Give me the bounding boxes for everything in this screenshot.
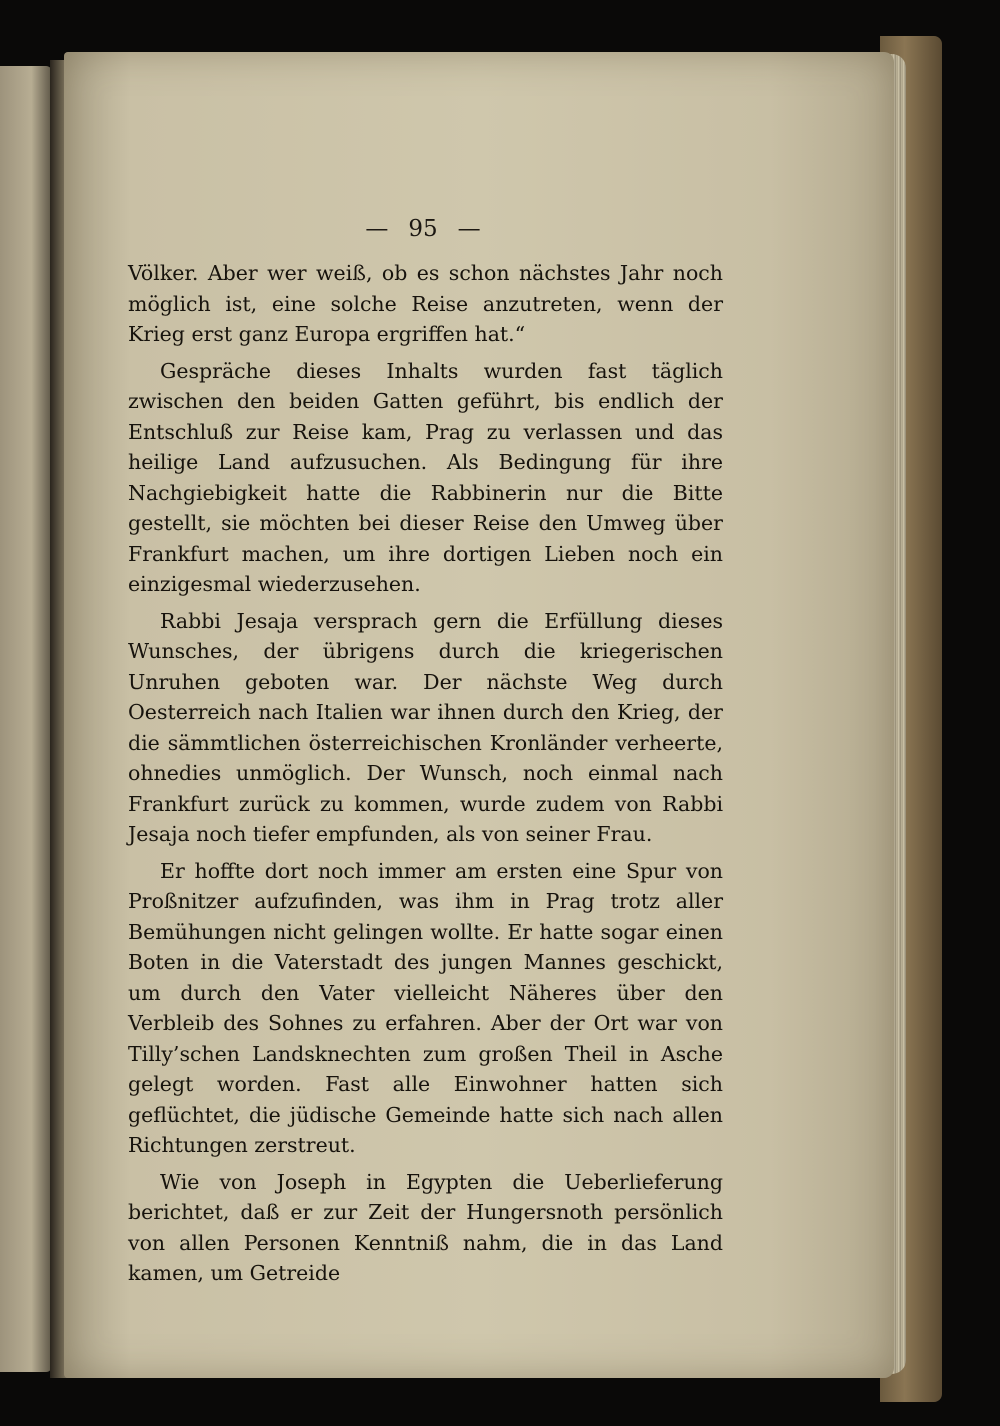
paragraph: Wie von Joseph in Egypten die Ueberlieferung berichtet, daß er zur Zeit der Hungersnoth persönlich von allen Personen Kenntniß nahm, die in das Land kamen, um Getreide	[128, 1169, 723, 1285]
paragraph: Gespräche dieses Inhalts wurden fast täglich zwischen den beiden Gatten geführt, bis endlich der Entschluß zur Reise kam, Prag zu verlassen und das heilige Land aufzusuchen. Als Bedingung für ihre Nachgiebigkeit hatte die Rabbinerin nur die Bitte gestellt, sie möchten bei dieser Reise den Umweg über Frankfurt machen, um ihre dortigen Lieben noch ein einzigesmal wiederzusehen.	[128, 358, 723, 596]
page-number	[0, 216, 846, 242]
paragraph-continuation: Völker. Aber wer weiß, ob es schon nächstes Jahr noch möglich ist, eine solche Reise anzutreten, wenn der Krieg erst ganz Europa ergriffen hat.“	[128, 261, 723, 346]
paragraph: Er hoffte dort noch immer am ersten eine Spur von Proßnitzer aufzufinden, was ihm in Prag trotz aller Bemühungen nicht gelingen wollte. Er hatte sogar einen Boten in die Vaterstadt des jungen Mannes geschickt, um durch den Vater vielleicht Näheres über den Verbleib des Sohnes zu erfahren. Aber der Ort war von Tilly’schen Landsknechten zum großen Theil in Asche gelegt worden. Fast alle Einwohner hatten sich geflüchtet, die jüdische Gemeinde hatte sich nach allen Richtungen zerstreut.	[128, 858, 723, 1157]
page-number-dash-right: —	[457, 216, 481, 242]
paragraph: Rabbi Jesaja versprach gern die Erfüllung dieses Wunsches, der übrigens durch die kriegerischen Unruhen geboten war. Der nächste Weg durch Oesterreich nach Italien war ihnen durch den Krieg, der die sämmtlichen österreichischen Kronländer verheerte, ohnedies unmöglich. Der Wunsch, noch einmal nach Frankfurt zurück zu kommen, wurde zudem von Rabbi Jesaja noch tiefer empfunden, als von seiner Frau.	[128, 608, 723, 846]
page-number-value: 95	[408, 216, 438, 242]
page-number-dash-left: —	[365, 216, 389, 242]
body-text	[128, 258, 723, 1295]
left-page-edge	[0, 66, 52, 1372]
